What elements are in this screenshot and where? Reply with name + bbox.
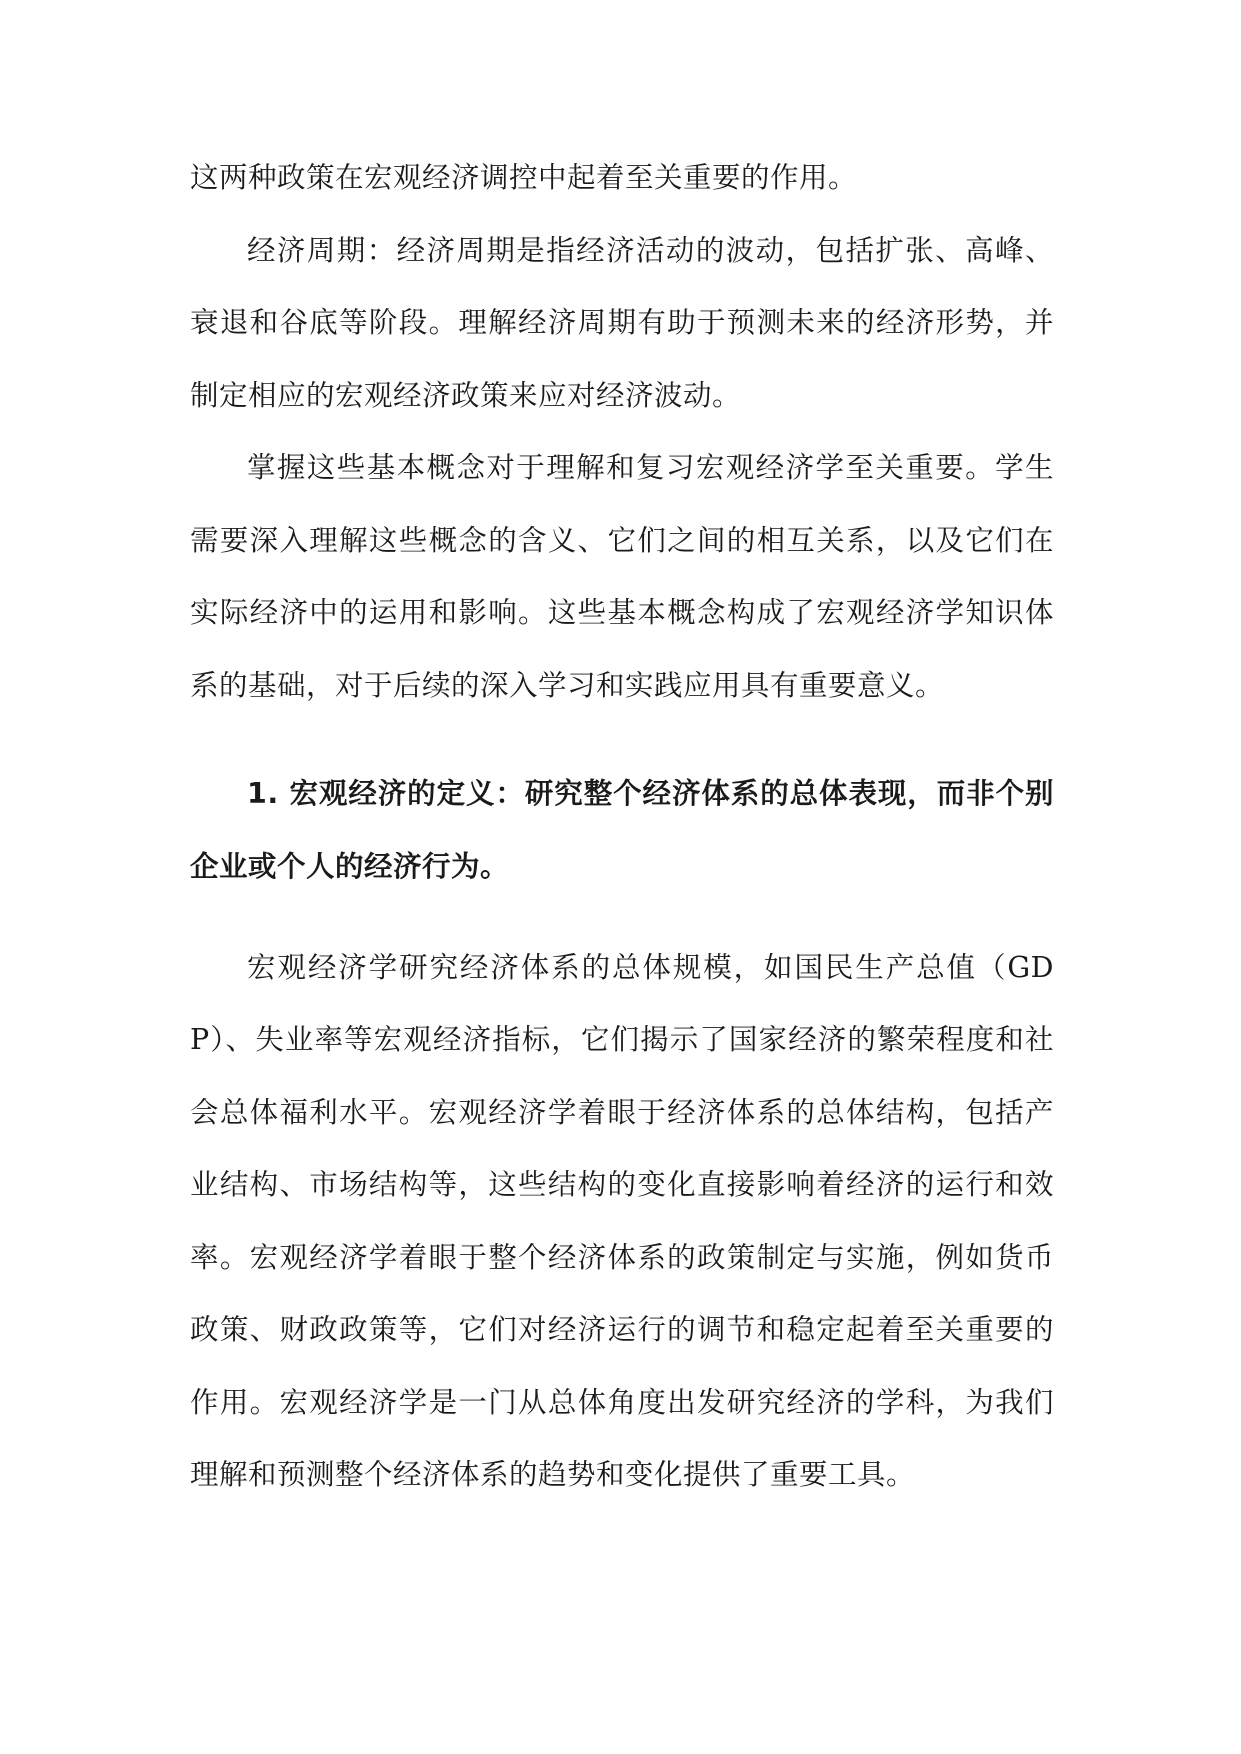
paragraph-basic-concepts: 掌握这些基本概念对于理解和复习宏观经济学至关重要。学生需要深入理解这些概念的含义、它们之间的相互关系，以及它们在实际经济中的运用和影响。这些基本概念构成了宏观经济学知识体系的基础，对于后续的深入学习和实践应用具有重要意义。 — [190, 451, 1054, 702]
section-heading: 1. 宏观经济的定义：研究整个经济体系的总体表现，而非个别企业或个人的经济行为。 — [190, 777, 1054, 883]
paragraph-continued: 这两种政策在宏观经济调控中起着至关重要的作用。 — [190, 161, 858, 194]
paragraph-economic-cycle: 经济周期：经济周期是指经济活动的波动，包括扩张、高峰、衰退和谷底等阶段。理解经济周期有助于预测未来的经济形势，并制定相应的宏观经济政策来应对经济波动。 — [190, 233, 1054, 412]
document-page — [190, 142, 1054, 1512]
paragraph-macro-definition: 宏观经济学研究经济体系的总体规模，如国民生产总值（GDP）、失业率等宏观经济指标，它们揭示了国家经济的繁荣程度和社会总体福利水平。宏观经济学着眼于经济体系的总体结构，包括产业结构、市场结构等，这些结构的变化直接影响着经济的运行和效率。宏观经济学着眼于整个经济体系的政策制定与实施，例如货币政策、财政政策等，它们对经济运行的调节和稳定起着至关重要的作用。宏观经济学是一门从总体角度出发研究经济的学科，为我们理解和预测整个经济体系的趋势和变化提供了重要工具。 — [190, 950, 1054, 1491]
